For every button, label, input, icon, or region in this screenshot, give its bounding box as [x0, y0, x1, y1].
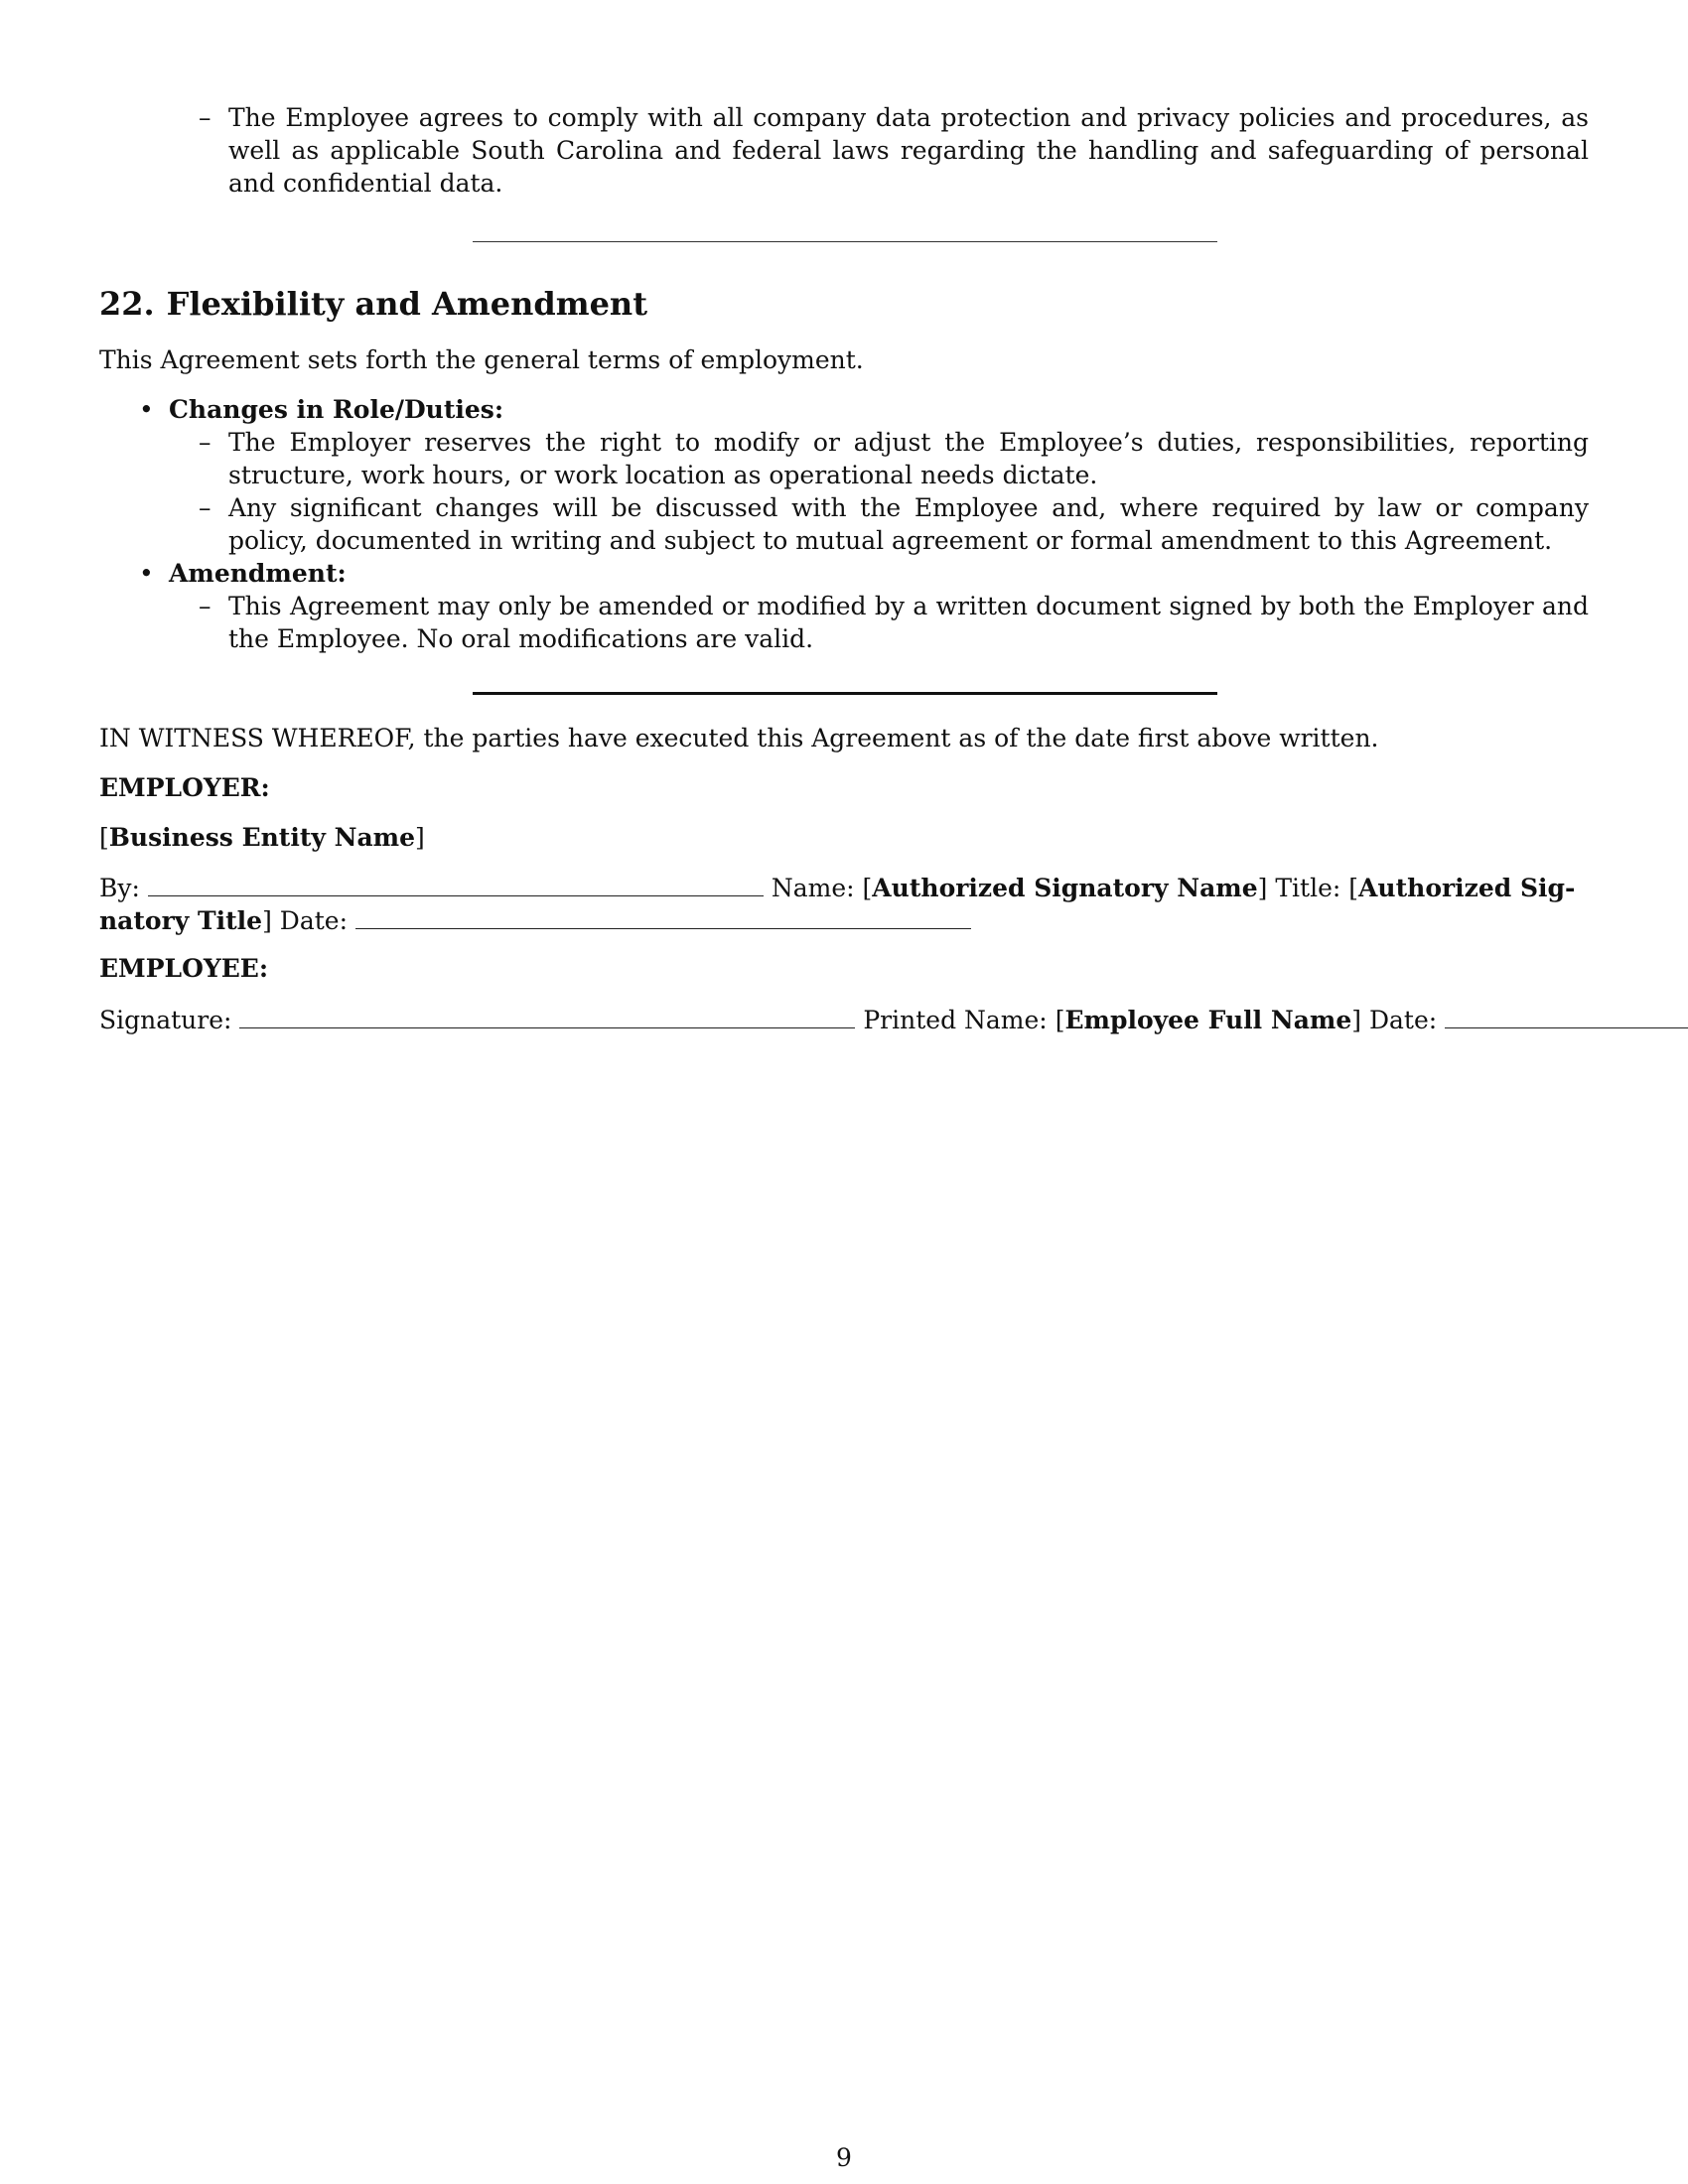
authorized-title-placeholder: Authorized Sig- [1358, 874, 1576, 902]
close-bracket: ] [415, 823, 425, 852]
close-bracket: ] [1257, 874, 1268, 902]
page-number: 9 [836, 2143, 852, 2172]
open-bracket: [ [99, 823, 109, 852]
employer-signature-field[interactable] [148, 870, 764, 896]
section-intro: This Agreement sets forth the general terms of employment. [99, 345, 864, 374]
authorized-name-placeholder: Authorized Signatory Name [872, 874, 1258, 902]
witness-statement: IN WITNESS WHEREOF, the parties have executed this Agreement as of the date first above written. [99, 724, 1379, 752]
dash-marker: – [199, 103, 211, 132]
open-bracket: [ [1348, 874, 1359, 902]
employer-signature-line-cont [99, 902, 971, 937]
name-label: Name: [771, 874, 855, 902]
employee-heading: EMPLOYEE: [99, 954, 269, 983]
section-heading [99, 284, 647, 324]
dash-marker: – [199, 428, 211, 457]
employer-date-field[interactable] [355, 902, 971, 929]
bullet-marker: • [139, 559, 154, 588]
continuation-text: The Employee agrees to comply with all company data protection and privacy policies and procedures, as well as applicable South Carolina and federal laws regarding the handling and safeguarding of personal and confidential data. [228, 103, 1589, 198]
role-change-text-2: Any significant changes will be discussed with the Employee and, where required by law or company policy, documented in writing and subject to mutual agreement or formal amendment to this Agreement. [228, 493, 1589, 555]
dash-marker: – [199, 592, 211, 620]
section-number: 22. [99, 285, 155, 323]
title-label: Title: [1275, 874, 1341, 902]
business-entity-name [99, 821, 1589, 854]
employee-name-placeholder: Employee Full Name [1064, 1006, 1352, 1034]
authorized-title-placeholder-cont: natory Title [99, 906, 263, 935]
section-title: Flexibility and Amendment [166, 285, 647, 323]
role-change-text-1: The Employer reserves the right to modify or adjust the Employee’s duties, responsibilities, reporting structure, work hours, or work location as operational needs dictate. [228, 428, 1589, 489]
role-change-item-1 [199, 426, 1589, 491]
employer-heading: EMPLOYER: [99, 773, 270, 802]
continuation-item [199, 101, 1589, 200]
close-bracket: ] [262, 906, 272, 935]
employee-signature-line [99, 1002, 1688, 1036]
employee-date-label: Date: [1368, 1006, 1438, 1034]
bullet-marker: • [139, 395, 154, 424]
employee-date-field[interactable] [1445, 1002, 1688, 1028]
by-label: By: [99, 874, 140, 902]
signature-divider [473, 692, 1217, 695]
printed-name-label: Printed Name: [863, 1006, 1048, 1034]
amendment-text-1: This Agreement may only be amended or modified by a written document signed by both the Employer and the Employee. No oral modifications are valid. [228, 592, 1589, 653]
date-label: Date: [279, 906, 348, 935]
open-bracket: [ [1055, 1006, 1065, 1034]
open-bracket: [ [862, 874, 873, 902]
bullet-label: Changes in Role/Duties: [169, 395, 504, 424]
role-change-item-2 [199, 491, 1589, 557]
signature-label: Signature: [99, 1006, 232, 1034]
close-bracket: ] [1351, 1006, 1362, 1034]
business-entity-placeholder: Business Entity Name [108, 823, 416, 852]
dash-marker: – [199, 493, 211, 522]
amendment-item-1 [199, 590, 1589, 655]
bullet-label: Amendment: [169, 559, 347, 588]
section-divider [473, 241, 1217, 242]
employer-signature-line [99, 870, 1575, 904]
employee-signature-field[interactable] [239, 1002, 855, 1028]
